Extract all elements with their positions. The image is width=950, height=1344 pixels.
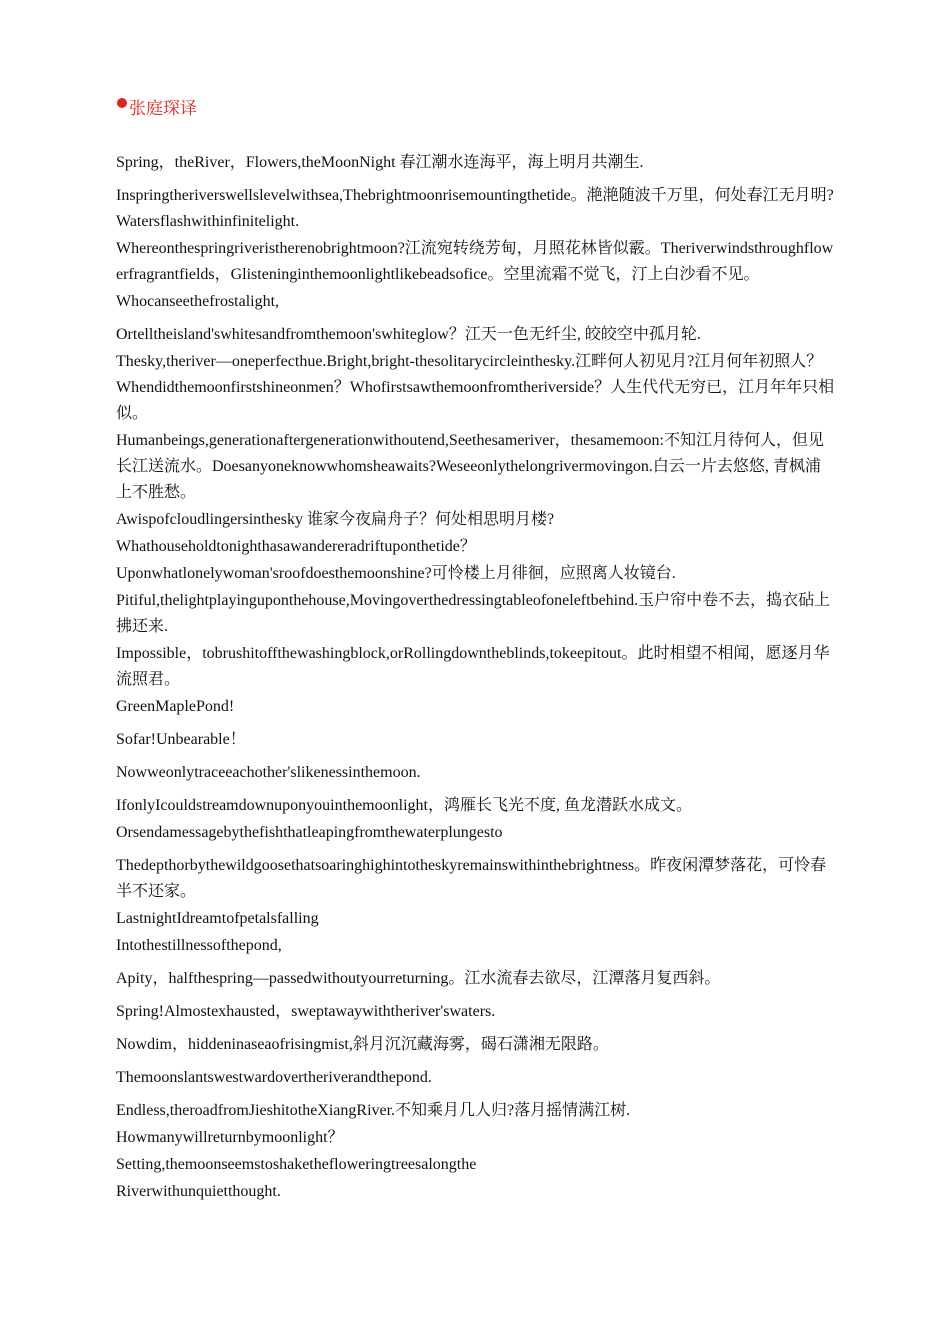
poem-line: Humanbeings,generationaftergenerationwithoutend,Seethesameriver，thesamemoon:不知江月待何人，但见长江送流水。Doesanyoneknowwhomsheawaits?Weseeonlythelongrivermovingon.白云一片去悠悠, 青枫浦上不胜愁。 [116,432,824,501]
poem-line: Apity，halfthespring—passedwithoutyourreturning。江水流春去欲尽，江潭落月复西斜。 [116,970,721,987]
poem-line: Thesky,theriver—oneperfecthue.Bright,bright-thesolitarycircleinthesky.江畔何人初见月?江月何年初照人？Whendidthemoonfirstshineonmen？Whofirstsawthemoonfromtheriverside？人生代代无穷已，江月年年只相似。 [116,353,835,422]
poem-line: Orsendamessagebythefishthatleapingfromthewaterplungesto [116,824,503,841]
translator-name: 张庭琛译 [129,99,197,119]
poem-line: Thedepthorbythewildgoosethatsoaringhighintotheskyremainswithinthebrightness。昨夜闲潭梦落花，可怜春半不还家。 [116,857,827,900]
poem-line: Inspringtheriverswellslevelwithsea,Thebrightmoonrisemountingthetide。滟滟随波千万里，何处春江无月明?Watersflashwithinfinitelight. [116,187,834,230]
poem-line: Pitiful,thelightplayinguponthehouse,Movingoverthedressingtableofoneleftbehind.玉户帘中卷不去，捣衣砧上拂还来. [116,592,831,635]
poem-line: Whocanseethefrostalight, [116,293,280,310]
poem-line: Nowweonlytraceeachother'slikenessinthemoon. [116,764,421,781]
poem-line: Riverwithunquietthought. [116,1183,281,1200]
poem-line: Awispofcloudlingersinthesky 谁家今夜扁舟子？何处相思明月楼? [116,511,555,528]
translator-credit [117,96,197,122]
poem-line: Intothestillnessofthepond, [116,937,282,954]
poem-line: Impossible，tobrushitoffthewashingblock,orRollingdowntheblinds,tokeepitout。此时相望不相闻，愿逐月华流照君。 [116,645,830,688]
poem-line: Uponwhatlonelywoman'sroofdoesthemoonshine?可怜楼上月徘徊，应照离人妆镜台. [116,565,676,582]
poem-line: LastnightIdreamtofpetalsfalling [116,910,319,927]
poem-text [116,150,836,1205]
poem-line: Whereonthespringriveristherenobrightmoon?江流宛转绕芳甸，月照花林皆似霰。Theriverwindsthroughflowerfragrantfields，Glisteninginthemoonlightlikebeadsofice。空里流霜不觉飞，汀上白沙看不见。 [116,240,834,283]
poem-line: Setting,themoonseemstoshakethefloweringtreesalongthe [116,1156,477,1173]
poem-line: Sofar!Unbearable！ [116,731,246,748]
poem-line: Howmanywillreturnbymoonlight？ [116,1129,344,1146]
poem-line: Nowdim，hiddeninaseaofrisingmist,斜月沉沉藏海雾，碣石潇湘无限路。 [116,1036,609,1053]
poem-line: Spring!Almostexhausted，sweptawaywiththeriver'swaters. [116,1003,496,1020]
poem-line: Whathouseholdtonighthasawandereradriftuponthetide？ [116,538,476,555]
poem-line: GreenMaplePond! [116,698,235,715]
poem-line: Themoonslantswestwardovertheriverandthepond. [116,1069,432,1086]
red-dot-icon [117,98,127,108]
poem-line: IfonlyIcouldstreamdownuponyouinthemoonlight，鸿雁长飞光不度, 鱼龙潜跃水成文。 [116,797,692,814]
poem-line: Endless,theroadfromJieshitotheXiangRiver.不知乘月几人归?落月摇情满江树. [116,1102,631,1119]
poem-line: Spring，theRiver，Flowers,theMoonNight 春江潮水连海平，海上明月共潮生. [116,154,644,171]
poem-line: Ortelltheisland'swhitesandfromthemoon'swhiteglow？江天一色无纤尘, 皎皎空中孤月轮. [116,326,701,343]
